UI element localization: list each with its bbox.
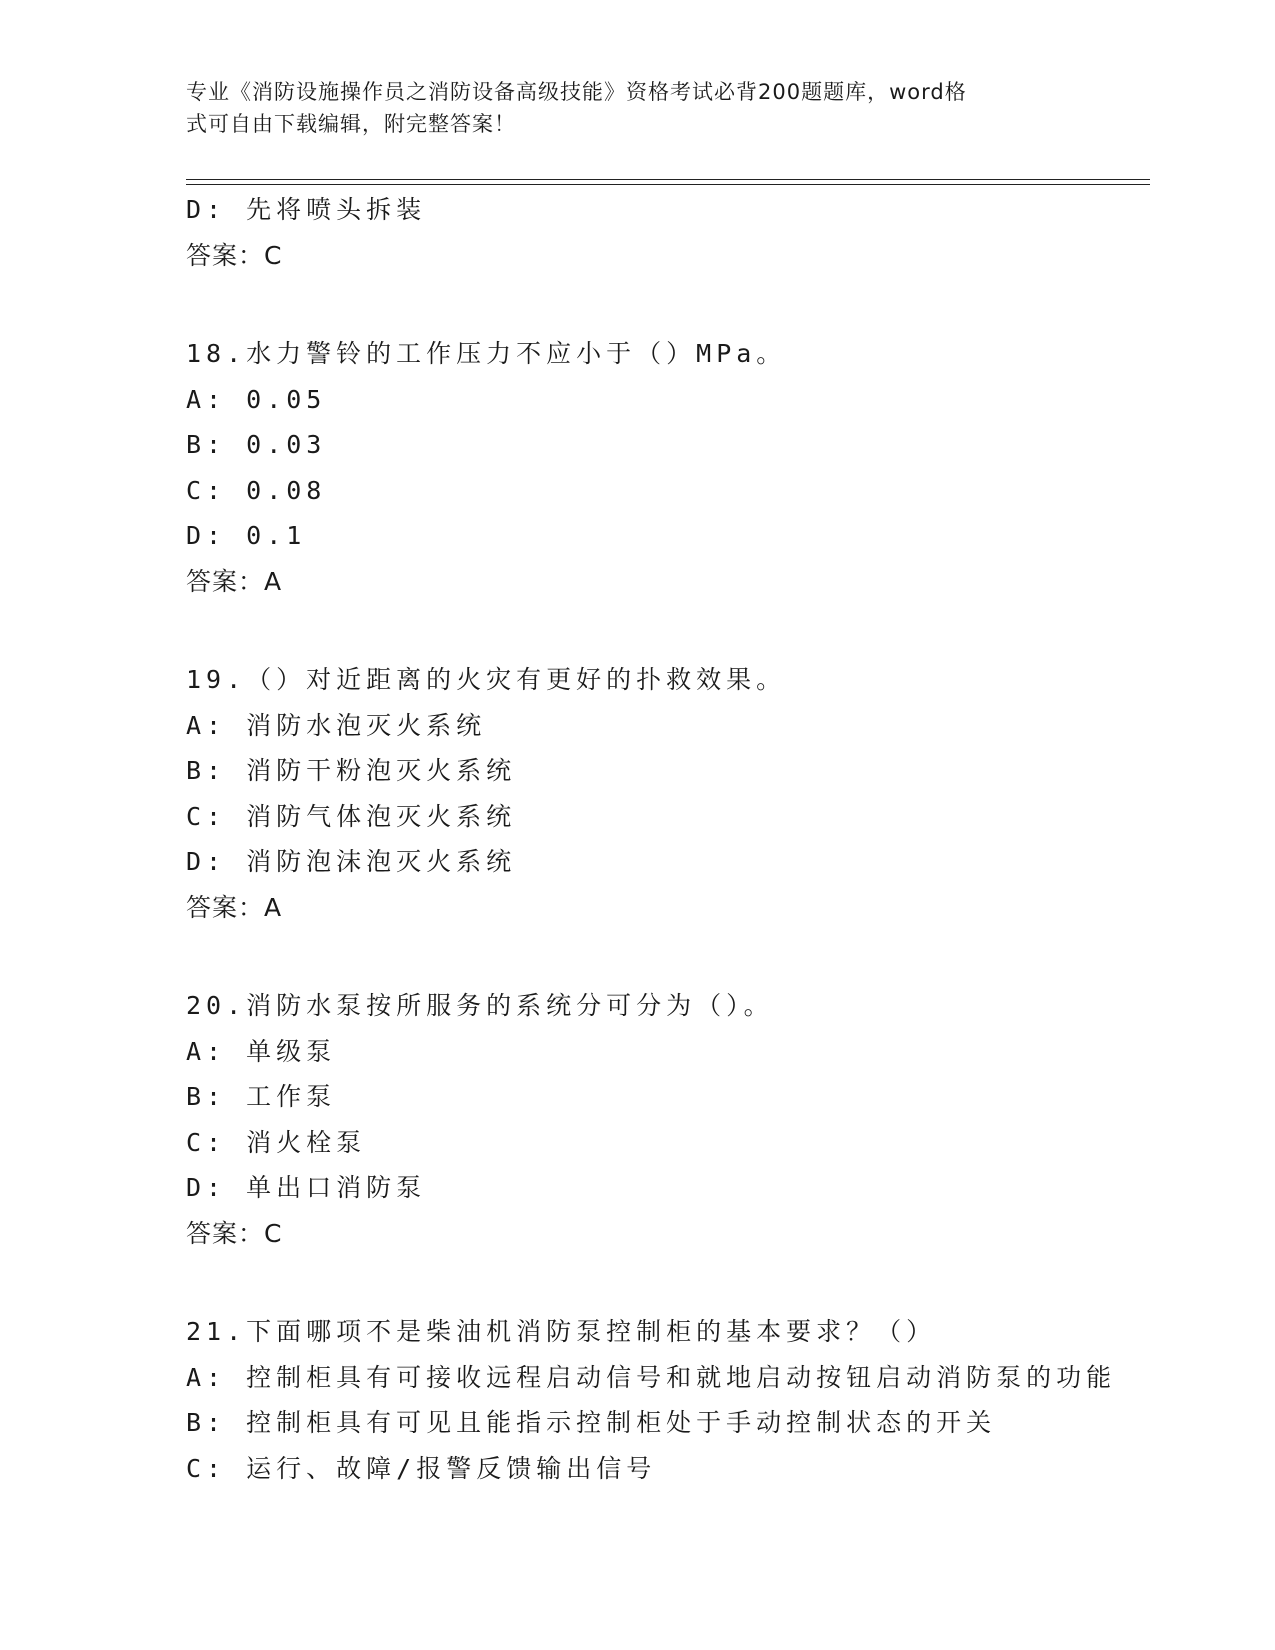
- option-c: C: 消防气体泡灭火系统: [186, 801, 517, 831]
- question-stem: 20.消防水泵按所服务的系统分可分为（）。: [186, 991, 774, 1020]
- option-c: C: 运行、故障/报警反馈输出信号: [186, 1453, 657, 1483]
- answer: 答案：C: [186, 1218, 283, 1248]
- question-stem: 18.水力警铃的工作压力不应小于（）MPa。: [186, 339, 787, 368]
- question-19: [186, 657, 1146, 930]
- document-header: [186, 76, 1066, 140]
- question-18: [186, 331, 1146, 604]
- option-d: D: 单出口消防泵: [186, 1173, 427, 1202]
- header-divider-bottom: [186, 184, 1150, 185]
- option-d: D: 0.1: [186, 521, 307, 550]
- header-line-1: 专业《消防设施操作员之消防设备高级技能》资格考试必背200题题库，word格: [186, 80, 967, 104]
- option-c: C: 0.08: [186, 475, 327, 505]
- header-divider-top: [186, 179, 1150, 180]
- question-list: [186, 187, 1146, 1491]
- spacer: [186, 278, 1146, 331]
- option-a: A: 单级泵: [186, 1036, 337, 1066]
- answer: 答案：A: [186, 892, 283, 922]
- spacer: [186, 604, 1146, 657]
- spacer: [186, 1256, 1146, 1309]
- answer: 答案：C: [186, 240, 283, 270]
- option-d: D: 消防泡沫泡灭火系统: [186, 847, 517, 876]
- spacer: [186, 930, 1146, 983]
- option-a: A: 0.05: [186, 384, 327, 414]
- option-c: C: 消火栓泵: [186, 1127, 367, 1157]
- question-21: [186, 1309, 1146, 1491]
- question-stem: 21.下面哪项不是柴油机消防泵控制柜的基本要求？（）: [186, 1317, 937, 1346]
- option-a: A: 控制柜具有可接收远程启动信号和就地启动按钮启动消防泵的功能: [186, 1362, 1117, 1392]
- header-line-2: 式可自由下载编辑，附完整答案！: [186, 112, 516, 136]
- option-b: B: 0.03: [186, 430, 327, 459]
- question-17-tail: [186, 187, 1146, 278]
- option-b: B: 工作泵: [186, 1082, 337, 1111]
- option-a: A: 消防水泡灭火系统: [186, 710, 487, 740]
- question-stem: 19.（）对近距离的火灾有更好的扑救效果。: [186, 665, 787, 694]
- option-d: D: 先将喷头拆装: [186, 195, 427, 224]
- answer: 答案：A: [186, 566, 283, 596]
- option-b: B: 消防干粉泡灭火系统: [186, 756, 517, 785]
- option-b: B: 控制柜具有可见且能指示控制柜处于手动控制状态的开关: [186, 1408, 997, 1437]
- question-20: [186, 983, 1146, 1256]
